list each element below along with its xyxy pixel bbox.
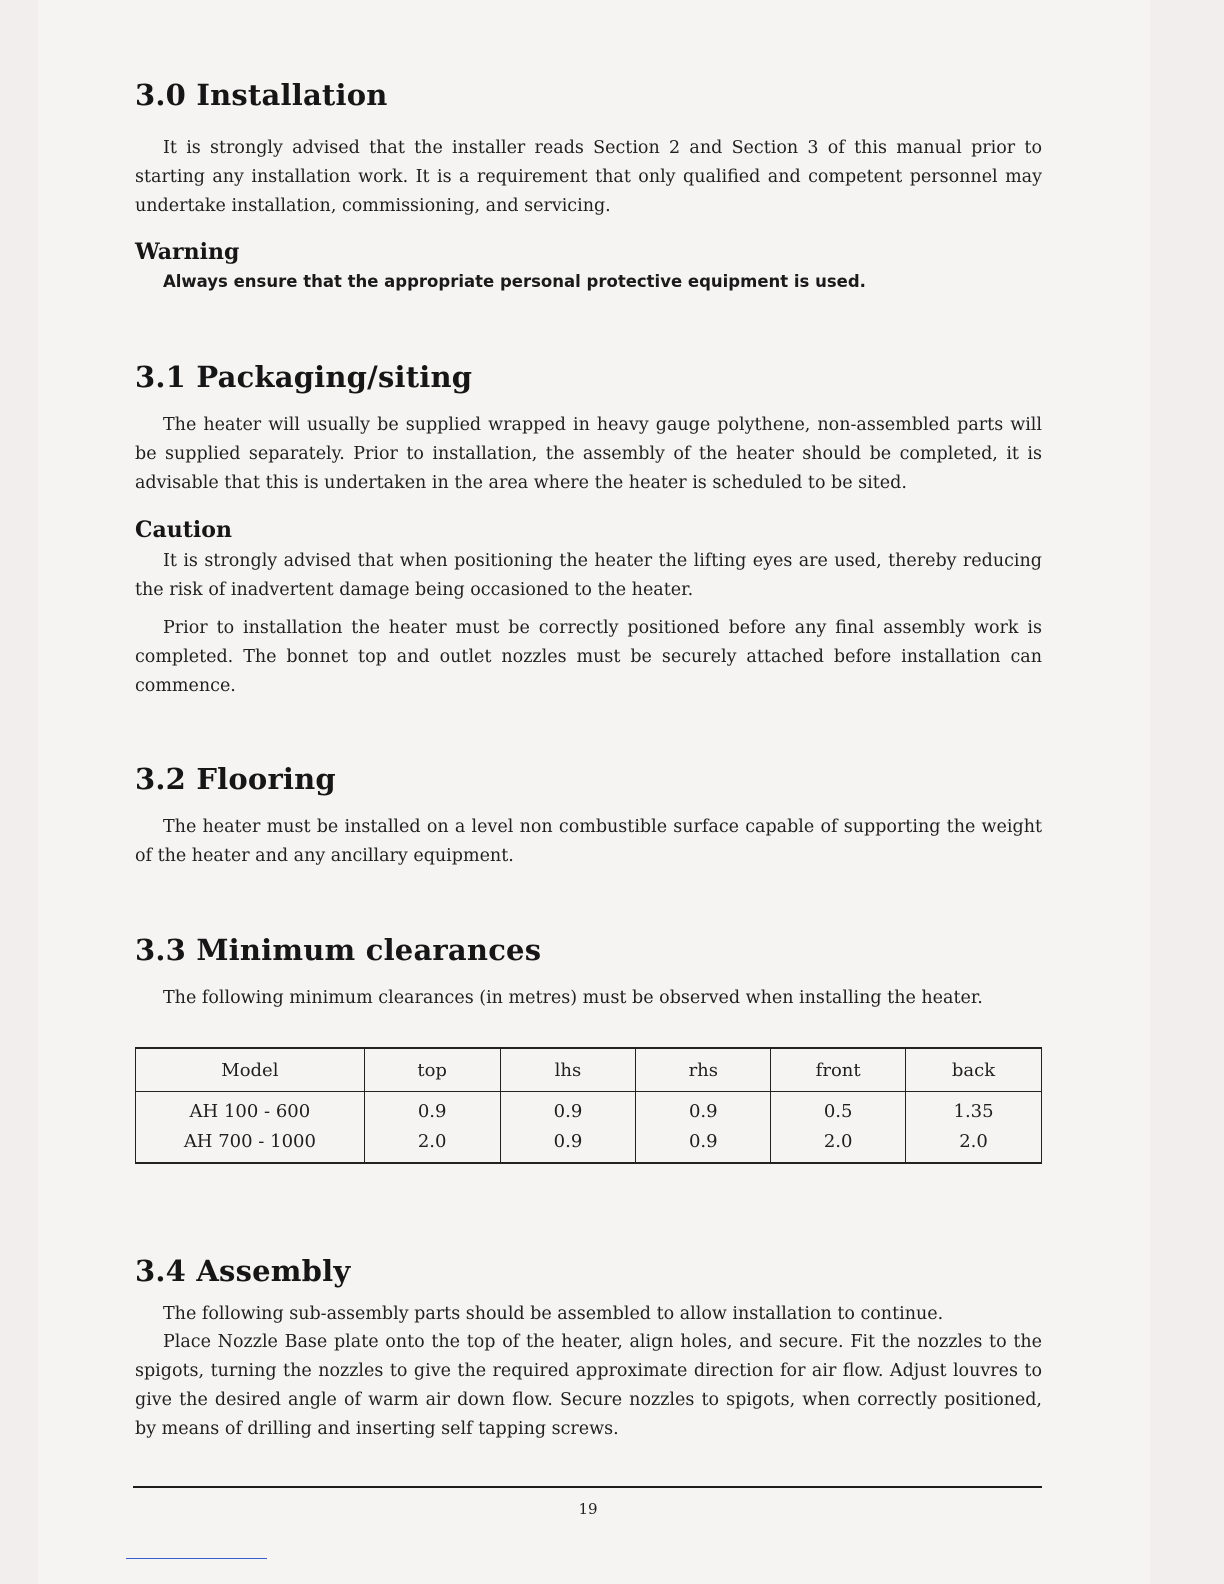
section-3-1-paragraph: The heater will usually be supplied wrapped in heavy gauge polythene, non-assembled parts will be supplied separately. Prior to installation, the assembly of the heater should be completed, it is advisable that this is undertaken in the area where the heater is scheduled to be sited. [135,415,1042,493]
warning-heading: Warning [135,239,240,265]
header-back: back [906,1048,1042,1092]
warning-text: Always ensure that the appropriate personal protective equipment is used. [163,272,866,291]
header-model: Model [136,1048,365,1092]
section-3-1-paragraph-2: Prior to installation the heater must be correctly positioned before any final assembly work is completed. The bonnet top and outlet nozzles must be securely attached before installation can commence. [135,618,1042,696]
cell-back: 1.35 [906,1092,1042,1128]
cell-rhs: 0.9 [636,1092,771,1128]
header-lhs: lhs [500,1048,636,1092]
section-3-2-title: 3.2 Flooring [135,762,336,796]
clearances-table [135,1047,1042,1164]
caution-text: It is strongly advised that when positioning the heater the lifting eyes are used, thereby reducing the risk of inadvertent damage being occasioned to the heater. [135,551,1042,600]
cell-lhs: 0.9 [500,1127,636,1163]
header-top: top [364,1048,500,1092]
caution-heading: Caution [135,517,232,543]
cell-rhs: 0.9 [636,1127,771,1163]
header-front: front [771,1048,906,1092]
cell-top: 0.9 [364,1092,500,1128]
table-row [136,1092,1042,1128]
cell-top: 2.0 [364,1127,500,1163]
table-row [136,1127,1042,1163]
header-rhs: rhs [636,1048,771,1092]
cell-model: AH 700 - 1000 [136,1127,365,1163]
section-3-4-paragraph-2: Place Nozzle Base plate onto the top of the heater, align holes, and secure. Fit the nozzles to the spigots, turning the nozzles to give the required approximate direction for air flow. Adjust louvres to give the desired angle of warm air down flow. Secure nozzles to spigots, when correctly positioned, by means of drilling and inserting self tapping screws. [135,1332,1042,1439]
section-3-0-paragraph: It is strongly advised that the installer reads Section 2 and Section 3 of this manual prior to starting any installation work. It is a requirement that only qualified and competent personnel may undertake installation, commissioning, and servicing. [135,138,1042,216]
cell-model: AH 100 - 600 [136,1092,365,1128]
table-header-row [136,1048,1042,1092]
cell-front: 2.0 [771,1127,906,1163]
cell-back: 2.0 [906,1127,1042,1163]
cell-front: 0.5 [771,1092,906,1128]
section-3-1-title: 3.1 Packaging/siting [135,360,473,394]
section-3-0-title: 3.0 Installation [135,78,388,112]
cell-lhs: 0.9 [500,1092,636,1128]
section-3-4-paragraph: The following sub-assembly parts should be assembled to allow installation to continue. [163,1304,944,1324]
section-3-3-paragraph: The following minimum clearances (in metres) must be observed when installing the heater. [163,988,983,1008]
section-3-2-paragraph: The heater must be installed on a level non combustible surface capable of supporting the weight of the heater and any ancillary equipment. [135,817,1042,866]
page-number: 19 [578,1500,598,1518]
footer-rule [133,1486,1042,1488]
link-underline [126,1558,267,1559]
section-3-4-title: 3.4 Assembly [135,1254,351,1288]
section-3-3-title: 3.3 Minimum clearances [135,933,542,967]
